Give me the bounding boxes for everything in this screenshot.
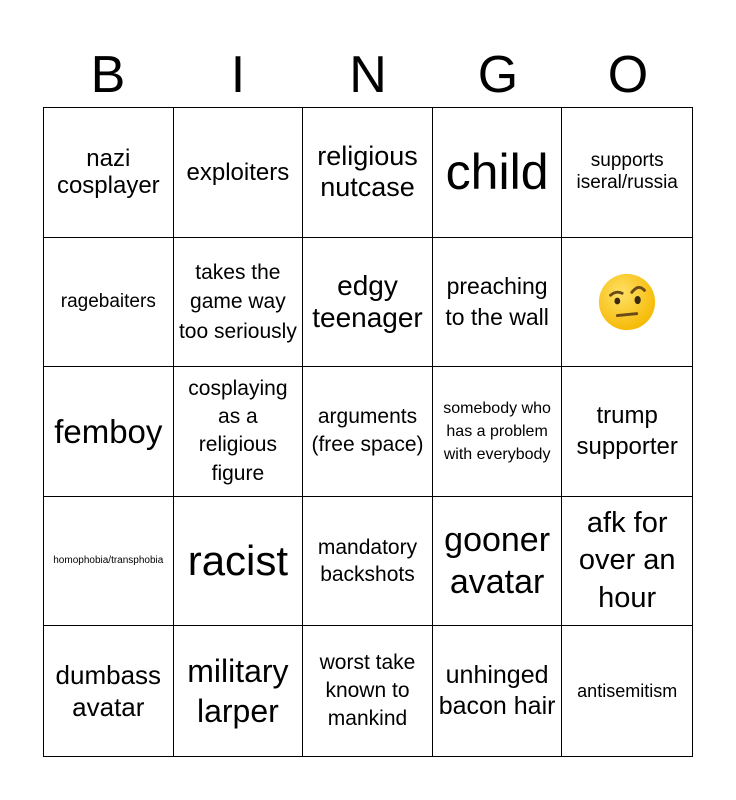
bingo-cell[interactable]: [303, 497, 433, 627]
cell-label: femboy: [54, 412, 163, 450]
bingo-header: [43, 44, 693, 106]
bingo-cell[interactable]: [174, 367, 304, 497]
bingo-board: [43, 107, 693, 757]
bingo-cell[interactable]: [433, 626, 563, 756]
free-space-cell[interactable]: [562, 238, 692, 368]
cell-label: cosplaying as a religious figure: [188, 376, 288, 485]
cell-label: somebody who has a problem with everybody: [443, 399, 551, 464]
bingo-cell[interactable]: [44, 497, 174, 627]
cell-label: worst take known to mankind: [319, 650, 416, 731]
bingo-cell[interactable]: [174, 238, 304, 368]
bingo-cell[interactable]: [174, 108, 304, 238]
cell-label: trump supporter: [576, 402, 678, 461]
cell-label: takes the game way too seriously: [178, 260, 297, 343]
cell-label: nazi cosplayer: [56, 144, 160, 200]
cell-label: afk for over an hour: [578, 506, 676, 614]
cell-label: antisemitism: [577, 680, 678, 701]
cell-label: religious nutcase: [317, 141, 418, 203]
bingo-cell[interactable]: [44, 108, 174, 238]
bingo-cell[interactable]: [303, 367, 433, 497]
cell-label: mandatory backshots: [317, 535, 418, 587]
bingo-cell[interactable]: [562, 626, 692, 756]
bingo-cell[interactable]: [44, 626, 174, 756]
face-with-raised-eyebrow-icon: [596, 271, 658, 333]
cell-label: military larper: [187, 653, 289, 730]
bingo-cell[interactable]: [44, 367, 174, 497]
cell-label: child: [445, 143, 549, 200]
header-letter-b: B: [90, 46, 126, 104]
cell-label: dumbass avatar: [55, 659, 162, 723]
header-letter-o: O: [607, 46, 649, 104]
cell-label: ragebaiters: [60, 290, 156, 312]
bingo-cell[interactable]: [433, 367, 563, 497]
bingo-cell[interactable]: [433, 238, 563, 368]
cell-label: preaching to the wall: [445, 272, 549, 330]
cell-label: arguments (free space): [311, 405, 424, 457]
cell-label: homophobia/transphobia: [53, 555, 164, 567]
bingo-cell[interactable]: [174, 497, 304, 627]
cell-label: exploiters: [186, 158, 290, 186]
header-letter-i: I: [230, 46, 246, 104]
bingo-cell[interactable]: [433, 497, 563, 627]
cell-label: supports iseral/russia: [576, 150, 678, 194]
bingo-cell[interactable]: [303, 108, 433, 238]
cell-label: racist: [187, 536, 289, 584]
bingo-cell[interactable]: [44, 238, 174, 368]
header-letter-n: N: [349, 46, 387, 104]
bingo-cell[interactable]: [433, 108, 563, 238]
cell-label: unhinged bacon hair: [438, 660, 556, 721]
bingo-cell[interactable]: [174, 626, 304, 756]
header-letter-g: G: [477, 46, 519, 104]
bingo-cell[interactable]: [303, 238, 433, 368]
bingo-cell[interactable]: [562, 367, 692, 497]
cell-label: gooner avatar: [444, 520, 551, 602]
bingo-cell[interactable]: [303, 626, 433, 756]
bingo-cell[interactable]: [562, 497, 692, 627]
cell-label: edgy teenager: [312, 269, 423, 333]
bingo-cell[interactable]: [562, 108, 692, 238]
